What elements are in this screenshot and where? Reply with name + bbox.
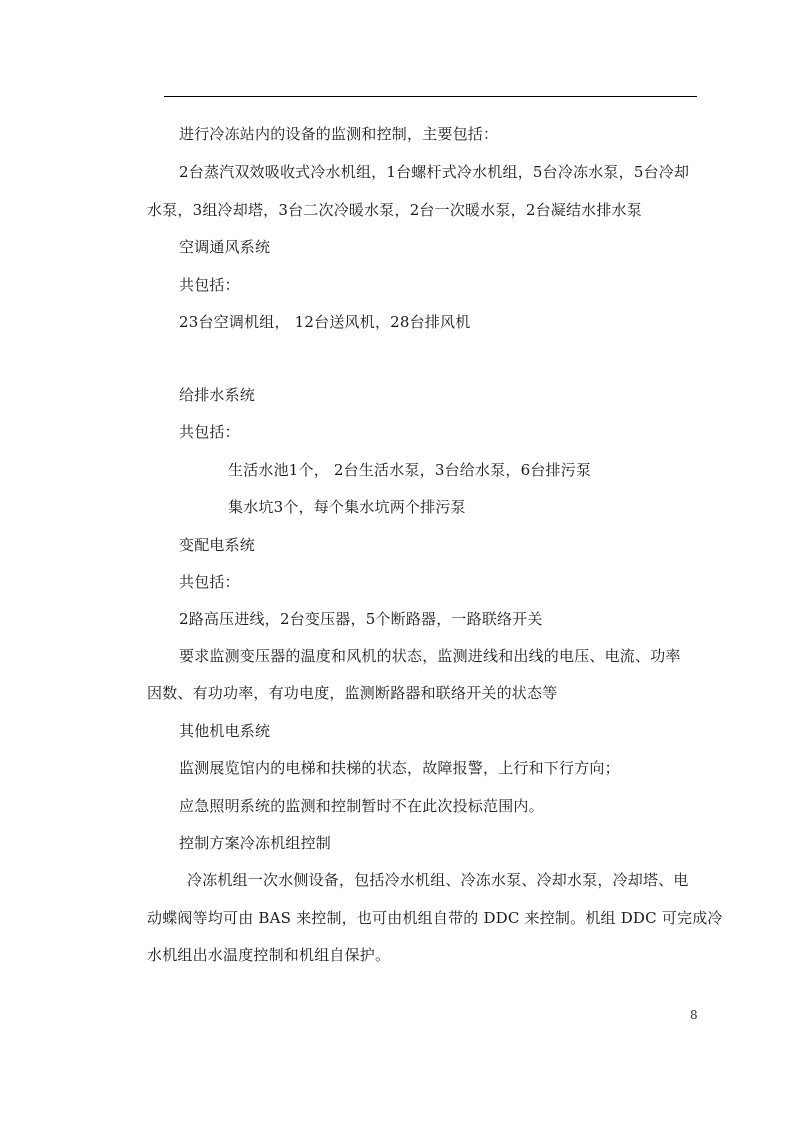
chiller-equipment-list: 2台蒸汽双效吸收式冷水机组，1台螺杆式冷水机组，5台冷冻水泵，5台冷却 (179, 163, 690, 181)
power-includes-label: 共包括： (179, 573, 240, 591)
section-heading-water-supply: 给排水系统 (179, 386, 256, 404)
chiller-control-paragraph: 冷冻机组一次水侧设备，包括冷水机组、冷冻水泵、冷却水泵，冷却塔、电 (187, 871, 689, 889)
section-heading-hvac: 空调通风系统 (179, 238, 271, 256)
emergency-lighting-note: 应急照明系统的监测和控制暂时不在此次投标范围内。 (179, 797, 544, 815)
power-equipment-list: 2路高压进线，2台变压器，5个断路器，一路联络开关 (179, 610, 543, 628)
power-monitoring-requirements: 要求监测变压器的温度和风机的状态，监测进线和出线的电压、电流、功率 (179, 647, 681, 665)
water-includes-label: 共包括： (179, 423, 240, 441)
chiller-equipment-list-continued: 水泵，3组冷却塔，3台二次冷暖水泵，2台一次暖水泵，2台凝结水排水泵 (147, 201, 642, 219)
section-heading-power-distribution: 变配电系统 (179, 536, 256, 554)
section-heading-other-systems: 其他机电系统 (179, 722, 271, 740)
elevator-monitoring: 监测展览馆内的电梯和扶梯的状态，故障报警，上行和下行方向； (179, 759, 620, 777)
header-rule (164, 96, 697, 97)
power-monitoring-requirements-continued: 因数、有功功率，有功电度，监测断路器和联络开关的状态等 (147, 684, 558, 702)
section-heading-chiller-control: 控制方案冷冻机组控制 (179, 834, 332, 852)
hvac-includes-label: 共包括： (179, 276, 240, 294)
chiller-control-paragraph-continued: 动蝶阀等均可由 BAS 来控制，也可由机组自带的 DDC 来控制。机组 DDC 可完成冷 (147, 909, 723, 927)
page-number: 8 (690, 1008, 698, 1022)
intro-paragraph: 进行冷冻站内的设备的监测和控制，主要包括： (179, 125, 499, 143)
chiller-control-paragraph-end: 水机组出水温度控制和机组自保护。 (147, 946, 391, 964)
hvac-equipment-list: 23台空调机组， 12台送风机，28台排风机 (179, 313, 471, 331)
water-equipment-item-1: 生活水池1个， 2台生活水泵，3台给水泵，6台排污泵 (228, 461, 592, 479)
water-equipment-item-2: 集水坑3个，每个集水坑两个排污泵 (228, 498, 466, 516)
